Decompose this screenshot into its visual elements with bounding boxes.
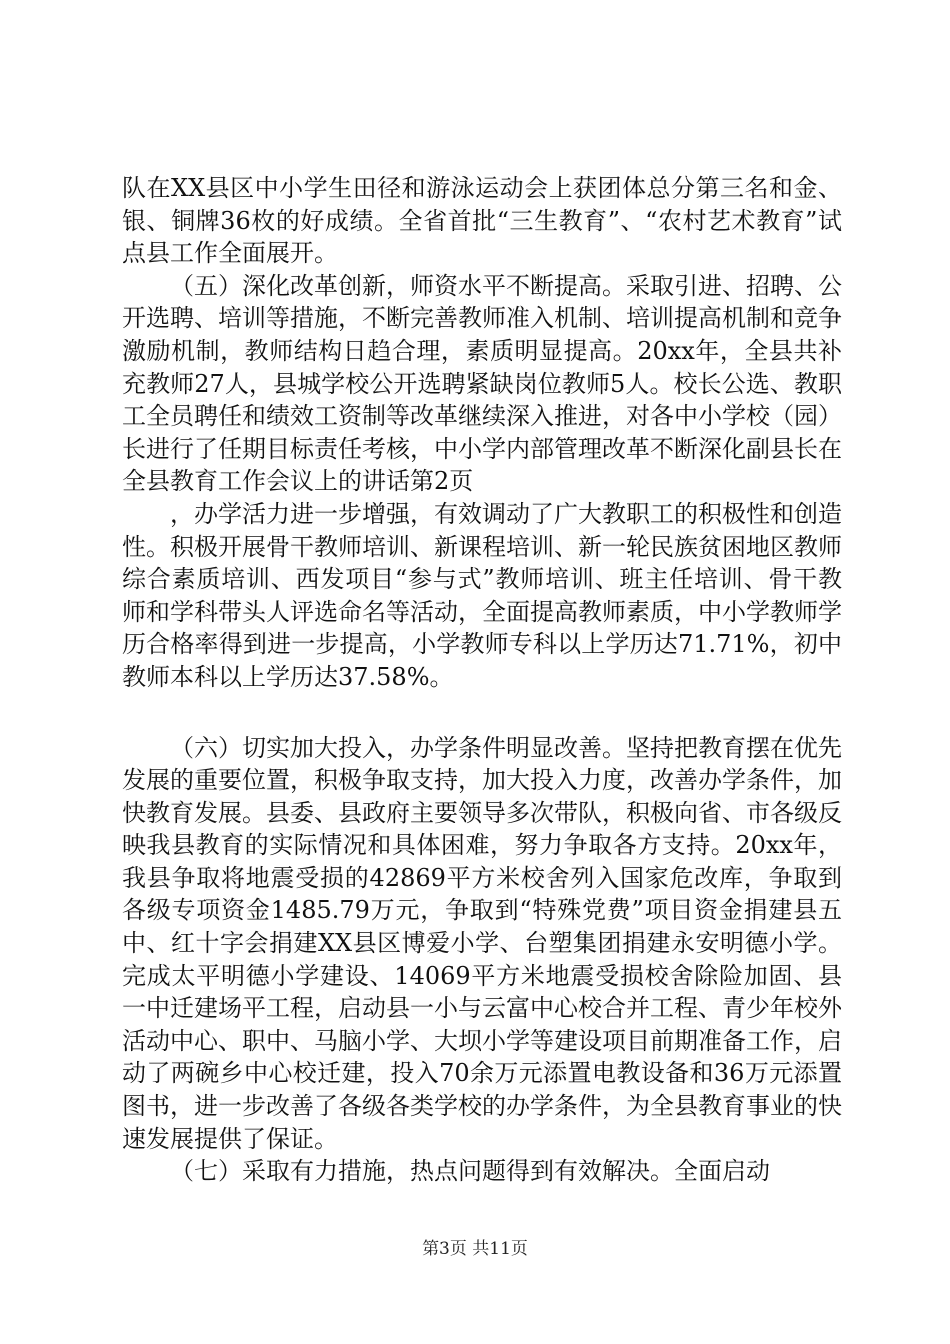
paragraph-spacer [122,694,842,732]
paragraph-section-5: （五）深化改革创新，师资水平不断提高。采取引进、招聘、公开选聘、培训等措施，不断完善教师准入机制、培训提高机制和竞争激励机制，教师结构日趋合理，素质明显提高。20xx年，全县共补充教师27人，县城学校公开选聘紧缺岗位教师5人。校长公选、教职工全员聘任和绩效工资制等改革继续深入推进，对各中小学校（园）长进行了任期目标责任考核，中小学内部管理改革不断深化副县长在全县教育工作会议上的讲话第2页 [122,271,842,496]
page-footer [0,1238,950,1260]
paragraph-section-6: （六）切实加大投入，办学条件明显改善。坚持把教育摆在优先发展的重要位置，积极争取支持，加大投入力度，改善办学条件，加快教育发展。县委、县政府主要领导多次带队，积极向省、市各级反映我县教育的实际情况和具体困难，努力争取各方支持。20xx年，我县争取将地震受损的42869平方米校舍列入国家危改库，争取到各级专项资金1485.79万元，争取到“特殊党费”项目资金捐建县五中、红十字会捐建XX县区博爱小学、台塑集团捐建永安明德小学。完成太平明德小学建设、14069平方米地震受损校舍除险加固、县一中迁建场平工程，启动县一小与云富中心校合并工程、青少年校外活动中心、职中、马脑小学、大坝小学等建设项目前期准备工作，启动了两碗乡中心校迁建，投入70余万元添置电教设备和36万元添置图书，进一步改善了各级各类学校的办学条件，为全县教育事业的快速发展提供了保证。 [122,733,842,1153]
paragraph-section-7: （七）采取有力措施，热点问题得到有效解决。全面启动 [170,1157,770,1186]
paragraph-section-5-continued: ，办学活力进一步增强，有效调动了广大教职工的积极性和创造性。积极开展骨干教师培训、新课程培训、新一轮民族贫困地区教师综合素质培训、西发项目“参与式”教师培训、班主任培训、骨干教师和学科带头人评选命名等活动，全面提高教师素质，中小学教师学历合格率得到进一步提高，小学教师专科以上学历达71.71%，初中教师本科以上学历达37.58%。 [122,499,842,691]
page-number-label: 第3页 共11页 [422,1239,528,1259]
paragraph-continuation: 队在XX县区中小学生田径和游泳运动会上获团体总分第三名和金、银、铜牌36枚的好成绩。全省首批“三生教育”、“农村艺术教育”试点县工作全面展开。 [122,174,842,268]
document-body [122,172,842,1188]
